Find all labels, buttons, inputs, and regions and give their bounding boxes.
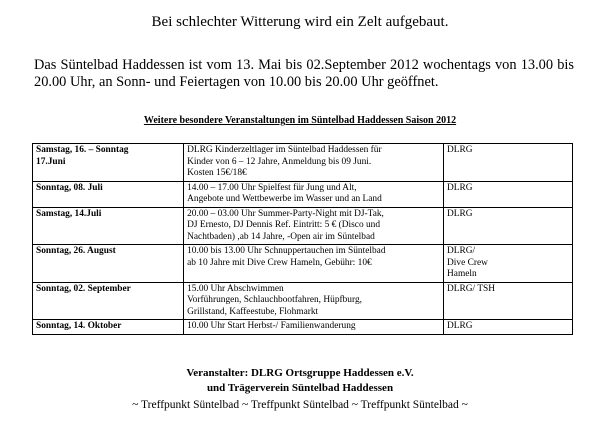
weather-notice-headline: Bei schlechter Witterung wird ein Zelt aufgebaut. <box>151 14 449 30</box>
event-date-line: Sonntag, 26. August <box>36 246 116 256</box>
event-description-line: Grillstand, Kaffeestube, Flohmarkt <box>187 306 319 317</box>
organizer-line-1: Veranstalter: DLRG Ortsgruppe Haddessen e.V. <box>186 367 414 379</box>
table-row <box>33 320 573 335</box>
event-organizer-cell <box>444 320 573 335</box>
event-organizer-cell <box>444 144 573 182</box>
event-description-line: 15.00 Uhr Abschwimmen <box>187 283 284 294</box>
table-row <box>33 245 573 283</box>
slogan-line: ~ Treffpunkt Süntelbad ~ Treffpunkt Süntelbad ~ Treffpunkt Süntelbad ~ <box>132 399 468 411</box>
event-date-line: Samstag, 16. – Sonntag <box>36 145 129 155</box>
event-date-line: Sonntag, 14. Oktober <box>36 321 122 331</box>
event-description-line: 14.00 – 17.00 Uhr Spielfest für Jung und Alt, <box>187 182 357 193</box>
event-organizer-line: Hameln <box>447 269 477 279</box>
table-row <box>33 181 573 207</box>
event-organizer-cell <box>444 245 573 283</box>
event-description-line: 10.00 Uhr Start Herbst-/ Familienwanderung <box>187 321 356 331</box>
event-description-line: ab 10 Jahre mit Dive Crew Hameln, Gebühr: 10€ <box>187 257 372 268</box>
organizer-line-2: und Trägerverein Süntelbad Haddessen <box>206 382 394 394</box>
event-description-cell <box>184 207 444 245</box>
event-description-line: DJ Ernesto, DJ Dennis Ref. Eintritt: 5 € (Disco und <box>187 220 381 230</box>
event-organizer-cell <box>444 181 573 207</box>
event-date-line: 17.Juni <box>36 156 66 167</box>
events-section-title: Weitere besondere Veranstaltungen im Süntelbad Haddessen Saison 2012 <box>143 115 457 126</box>
event-date-line: Sonntag, 02. September <box>36 283 131 294</box>
event-organizer-line: Dive Crew <box>447 257 488 268</box>
event-organizer-line: DLRG <box>447 321 473 331</box>
event-organizer-cell <box>444 207 573 245</box>
event-date-line: Sonntag, 08. Juli <box>36 182 103 193</box>
event-description-line: Nachtbaden) ,ab 14 Jahre, -Open air im Süntelbad <box>187 231 375 242</box>
event-description-cell <box>184 144 444 182</box>
event-organizer-line: DLRG <box>447 208 473 219</box>
event-organizer-line: DLRG/ <box>447 246 476 256</box>
event-description-cell <box>184 181 444 207</box>
event-description-line: 10.00 bis 13.00 Uhr Schnuppertauchen im Süntelbad <box>187 246 386 256</box>
event-description-line: Vorführungen, Schlauchbootfahren, Hüpfburg, <box>187 295 362 305</box>
event-date-cell <box>33 144 184 182</box>
event-date-cell <box>33 207 184 245</box>
event-description-line: 20.00 – 03.00 Uhr Summer-Party-Night mit DJ-Tak, <box>187 208 384 219</box>
event-description-cell <box>184 245 444 283</box>
opening-hours-paragraph: Das Süntelbad Haddessen ist vom 13. Mai bis 02.September 2012 wochentags von 13.00 bis 20.00 Uhr, an Sonn- und Feiertagen von 10.00 bis 20.00 Uhr geöffnet. <box>34 57 574 90</box>
events-table-body <box>33 144 573 335</box>
event-date-cell <box>33 245 184 283</box>
event-description-line: Kosten 15€/18€ <box>187 168 247 178</box>
event-organizer-line: DLRG <box>447 182 473 193</box>
event-date-line: Samstag, 14.Juli <box>36 208 102 219</box>
events-table <box>32 143 573 335</box>
event-date-cell <box>33 282 184 320</box>
table-row <box>33 282 573 320</box>
event-organizer-cell <box>444 282 573 320</box>
event-date-cell <box>33 320 184 335</box>
table-row <box>33 144 573 182</box>
event-description-line: DLRG Kinderzeltlager im Süntelbad Haddessen für <box>187 145 382 155</box>
event-organizer-line: DLRG/ TSH <box>447 283 496 294</box>
event-description-cell <box>184 320 444 335</box>
event-description-cell <box>184 282 444 320</box>
event-description-line: Kinder von 6 – 12 Jahre, Anmeldung bis 09 Juni. <box>187 156 372 167</box>
table-row <box>33 207 573 245</box>
event-date-cell <box>33 181 184 207</box>
event-organizer-line: DLRG <box>447 145 473 155</box>
event-description-line: Angebote und Wettbewerbe im Wasser und an Land <box>187 194 382 204</box>
